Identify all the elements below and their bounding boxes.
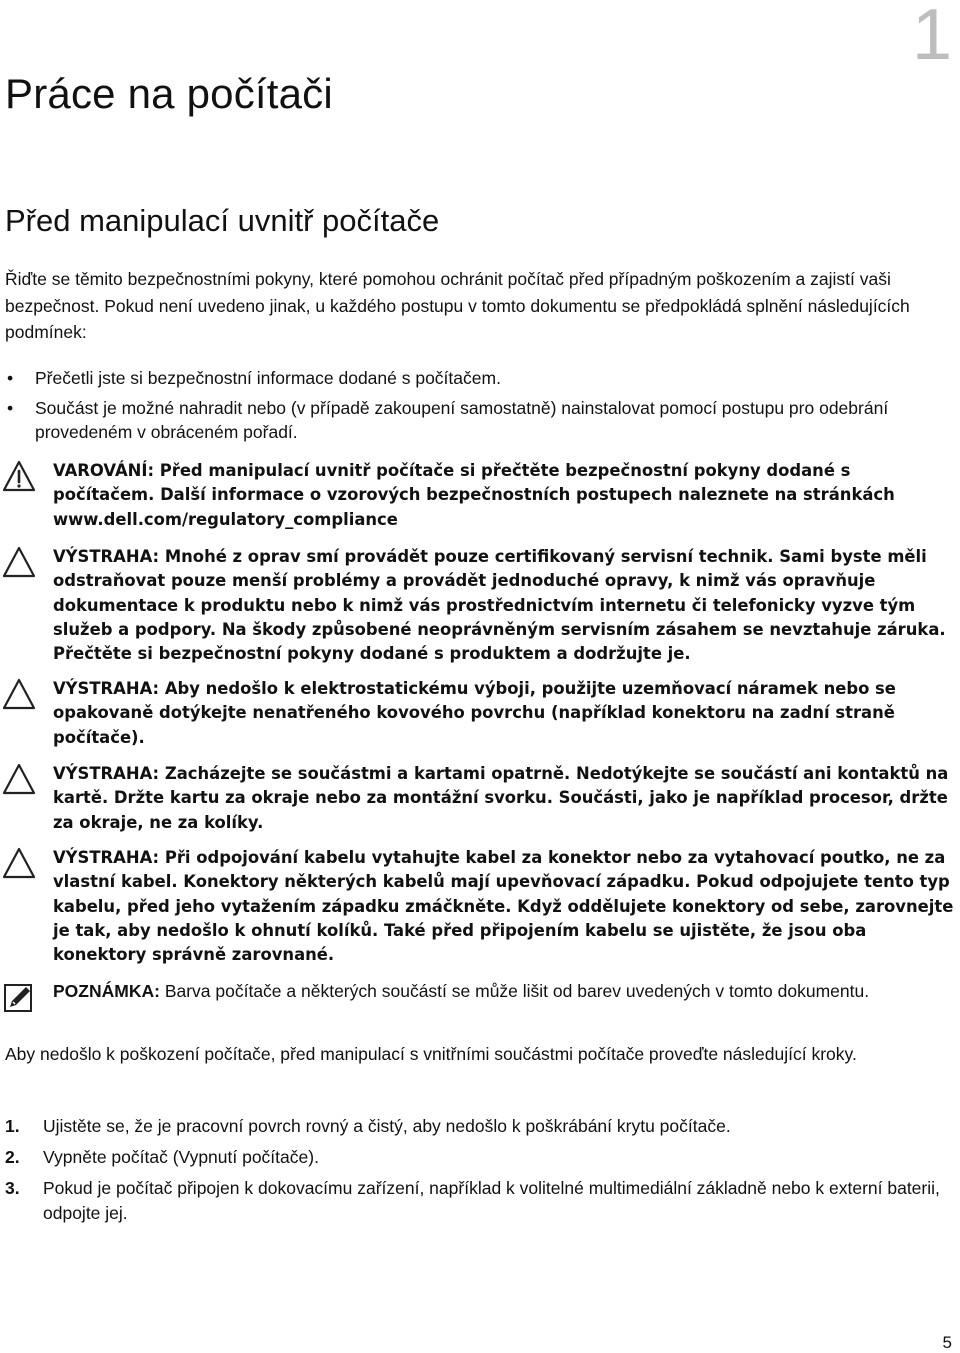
chapter-title: Práce na počítači [5,70,333,117]
notice-text: Při odpojování kabelu vytahujte kabel za konektor nebo za vytahovací poutko, ne za vlastní kabel. Konektory některých kabelů mají upevňovací západku. Pokud odpojujete tento typ kabelu, před jeho vytažením západku zmáčkněte. Když oddělujete konektory od sebe, zarovnejte je tak, aby nedošlo k ohnutí kolíků. Také před připojením kabelu se ujistěte, že jsou oba konektory správně zarovnané. [53,848,954,965]
caution-triangle-icon [2,762,36,796]
list-item: • Součást je možné nahradit nebo (v případě zakoupení samostatně) nainstalovat pomocí postupu pro odebrání provedeném v obráceném pořadí. [5,396,945,445]
list-item [5,1114,945,1139]
precondition-list [5,366,945,450]
notice-label: VÝSTRAHA: [53,764,160,783]
caution-triangle-icon [2,677,36,711]
preparation-paragraph: Aby nedošlo k poškození počítače, před manipulací s vnitřními součástmi počítače proveďte následující kroky. [5,1044,857,1064]
step-number: 3. [5,1178,20,1198]
notice-text: Aby nedošlo k elektrostatickému výboji, použijte uzemňovací náramek nebo se opakovaně dotýkejte nenatřeného kovového povrchu (například konektoru na zadní straně počítače). [53,679,896,747]
intro-paragraph: Řiďte se těmito bezpečnostními pokyny, které pomohou ochránit počítač před případným poškozením a zajistí vaši bezpečnost. Pokud není uvedeno jinak, u každého postupu v tomto dokumentu se předpokládá splnění následujících podmínek: [5,269,910,342]
notice-text: Zacházejte se součástmi a kartami opatrně. Nedotýkejte se součástí ani kontaktů na kartě. Držte kartu za okraje nebo za montážní svorku. Součásti, jako je například procesor, držte za okraje, ne za kolíky. [53,764,949,832]
step-number: 1. [5,1116,20,1136]
note-pencil-icon [2,982,36,1016]
step-text: Vypněte počítač (Vypnutí počítače). [43,1147,319,1167]
list-item [5,1176,945,1226]
notice-label: VÝSTRAHA: [53,679,160,698]
notice-label: VÝSTRAHA: [53,547,160,566]
notice-label: VÝSTRAHA: [53,848,160,867]
step-text: Ujistěte se, že je pracovní povrch rovný a čistý, aby nedošlo k poškrábání krytu počítače. [43,1116,731,1136]
page-number: 5 [942,1333,952,1352]
notice-text: Barva počítače a některých součástí se může lišit od barev uvedených v tomto dokumentu. [164,981,870,1001]
notice-text: Mnohé z oprav smí provádět pouze certifikovaný servisní technik. Sami byste měli odstraňovat pouze menší problémy a provádět jednoduché opravy, k nimž vás opravňuje dokumentace k produktu nebo k nimž vás prostřednictvím internetu či telefonicky vyzve tým služeb a podpory. Na škody způsobené neoprávněným servisním zásahem se nevztahuje záruka. Přečtěte si bezpečnostní pokyny dodané s produktem a dodržujte je. [53,547,946,664]
notice-label: VAROVÁNÍ: [53,461,154,480]
list-item [5,1145,945,1170]
caution-triangle-icon [2,846,36,880]
list-item: • Přečetli jste si bezpečnostní informace dodané s počítačem. [5,366,945,391]
step-text: Pokud je počítač připojen k dokovacímu zařízení, například k volitelné multimediální základně nebo k externí baterii, odpojte jej. [43,1178,940,1223]
notice-text: Před manipulací uvnitř počítače si přečtěte bezpečnostní pokyny dodané s počítačem. Další informace o vzorových bezpečnostních postupech naleznete na stránkách www.dell.com/regulatory_compliance [53,461,895,529]
section-title: Před manipulací uvnitř počítače [5,203,440,238]
steps-list [5,1114,945,1232]
step-number: 2. [5,1147,20,1167]
notice-label: POZNÁMKA: [53,981,160,1001]
chapter-number: 1 [911,0,952,75]
warning-triangle-icon [2,459,36,493]
caution-triangle-icon [2,545,36,579]
